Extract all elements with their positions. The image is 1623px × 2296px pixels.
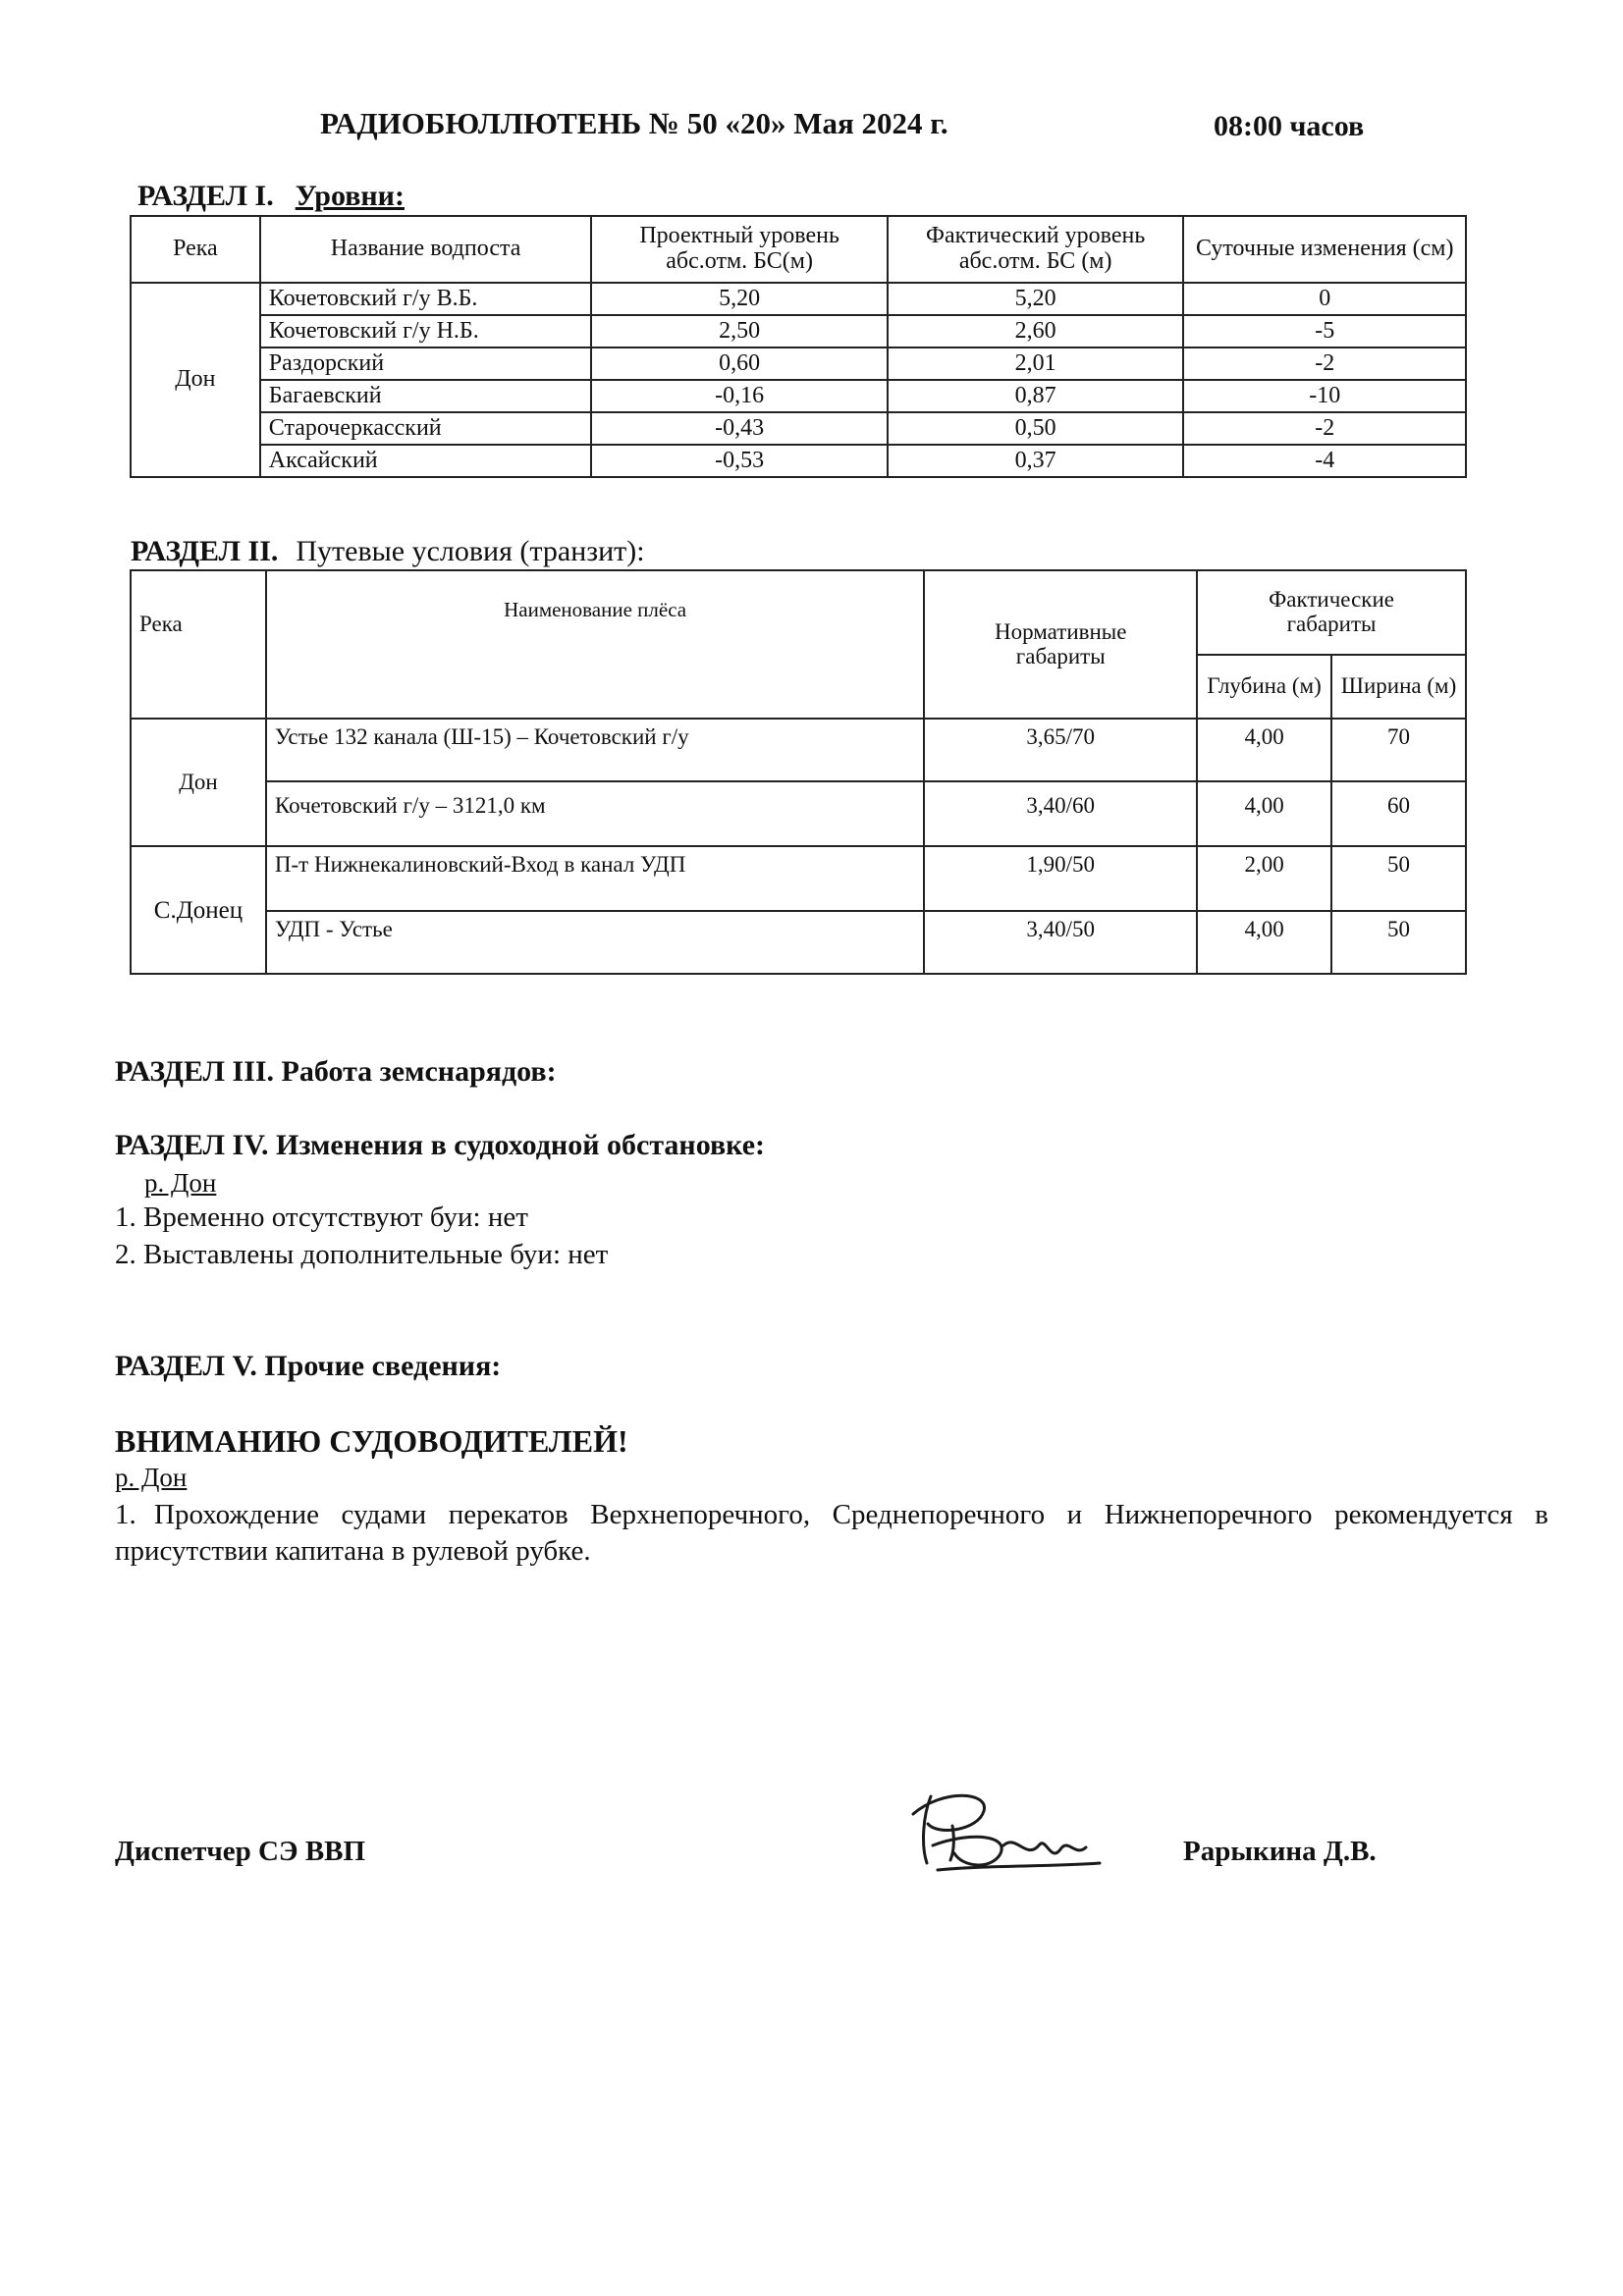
reach-cell: УДП - Устье: [266, 911, 924, 974]
actual-cell: 0,87: [888, 380, 1184, 412]
list-item: 1. Временно отсутствуют буи: нет: [115, 1201, 528, 1233]
attention-note: [115, 1497, 1548, 1570]
actual-cell: 0,37: [888, 445, 1184, 477]
section-2-title: Путевые условия (транзит):: [296, 535, 645, 567]
levels-col-river: Река: [131, 216, 260, 283]
norm-cell: 3,40/50: [924, 911, 1197, 974]
section-2-heading: [131, 535, 645, 568]
levels-table: [130, 215, 1467, 478]
bulletin-title: РАДИОБЮЛЛЮТЕНЬ № 50 «20» Мая 2024 г.: [320, 106, 948, 140]
section-3-heading: РАЗДЕЛ III. Работа земснарядов:: [115, 1055, 557, 1088]
table-row: [131, 846, 1466, 911]
design-cell: 5,20: [591, 283, 888, 315]
levels-col-post: Название водпоста: [260, 216, 592, 283]
transit-river-cell: Дон: [131, 719, 266, 846]
design-cell: -0,43: [591, 412, 888, 445]
design-cell: -0,53: [591, 445, 888, 477]
transit-header-row: [131, 570, 1466, 655]
signature-image: [893, 1777, 1114, 1885]
depth-cell: 4,00: [1197, 719, 1331, 781]
design-cell: -0,16: [591, 380, 888, 412]
reach-cell: Кочетовский г/у – 3121,0 км: [266, 781, 924, 846]
width-cell: 70: [1331, 719, 1466, 781]
change-cell: -2: [1183, 412, 1466, 445]
levels-river-cell: Дон: [131, 283, 260, 477]
dispatcher-position: Диспетчер СЭ ВВП: [115, 1836, 366, 1867]
section-1-heading: [137, 180, 405, 213]
transit-col-norm: Нормативные габариты: [924, 570, 1197, 719]
width-cell: 60: [1331, 781, 1466, 846]
table-row: [131, 380, 1466, 412]
section-1-label: РАЗДЕЛ I.: [137, 180, 274, 212]
norm-cell: 1,90/50: [924, 846, 1197, 911]
change-cell: -2: [1183, 347, 1466, 380]
post-cell: Кочетовский г/у Н.Б.: [260, 315, 592, 347]
change-cell: 0: [1183, 283, 1466, 315]
transit-col-depth: Глубина (м): [1197, 655, 1331, 719]
section-1-title: Уровни:: [295, 180, 405, 212]
table-row: [131, 445, 1466, 477]
change-cell: -10: [1183, 380, 1466, 412]
table-row: [131, 347, 1466, 380]
levels-col-actual: Фактический уровень абс.отм. БС (м): [888, 216, 1184, 283]
attention-river: р. Дон: [115, 1463, 188, 1492]
post-cell: Раздорский: [260, 347, 592, 380]
table-row: [131, 283, 1466, 315]
table-row: [131, 781, 1466, 846]
section-4-river: р. Дон: [144, 1168, 217, 1198]
depth-cell: 4,00: [1197, 911, 1331, 974]
change-cell: -5: [1183, 315, 1466, 347]
design-cell: 0,60: [591, 347, 888, 380]
post-cell: Багаевский: [260, 380, 592, 412]
dispatcher-name: Рарыкина Д.В.: [1183, 1836, 1377, 1867]
transit-col-width: Ширина (м): [1331, 655, 1466, 719]
attention-note-number: 1.: [115, 1499, 136, 1530]
section-5-heading: РАЗДЕЛ V. Прочие сведения:: [115, 1350, 502, 1382]
levels-header-row: [131, 216, 1466, 283]
transit-col-river: Река: [131, 570, 266, 719]
post-cell: Кочетовский г/у В.Б.: [260, 283, 592, 315]
width-cell: 50: [1331, 911, 1466, 974]
section-2-label: РАЗДЕЛ II.: [131, 535, 279, 567]
reach-cell: П-т Нижнекалиновский-Вход в канал УДП: [266, 846, 924, 911]
post-cell: Аксайский: [260, 445, 592, 477]
norm-cell: 3,40/60: [924, 781, 1197, 846]
reach-cell: Устье 132 канала (Ш-15) – Кочетовский г/у: [266, 719, 924, 781]
attention-note-text: Прохождение судами перекатов Верхнепоречного, Среднепоречного и Нижнепоречного рекомендуется в присутствии капитана в рулевой рубке.: [115, 1499, 1548, 1568]
list-item: 2. Выставлены дополнительные буи: нет: [115, 1239, 609, 1270]
actual-cell: 2,01: [888, 347, 1184, 380]
bulletin-time: 08:00 часов: [1214, 110, 1365, 142]
table-row: [131, 315, 1466, 347]
post-cell: Старочеркасский: [260, 412, 592, 445]
attention-heading: ВНИМАНИЮ СУДОВОДИТЕЛЕЙ!: [115, 1423, 628, 1459]
levels-col-change: Суточные изменения (см): [1183, 216, 1466, 283]
change-cell: -4: [1183, 445, 1466, 477]
transit-col-reach: Наименование плёса: [266, 570, 924, 719]
table-row: [131, 719, 1466, 781]
design-cell: 2,50: [591, 315, 888, 347]
transit-river-cell: С.Донец: [131, 846, 266, 974]
actual-cell: 0,50: [888, 412, 1184, 445]
depth-cell: 2,00: [1197, 846, 1331, 911]
transit-table: [130, 569, 1467, 975]
table-row: [131, 911, 1466, 974]
depth-cell: 4,00: [1197, 781, 1331, 846]
levels-col-design: Проектный уровень абс.отм. БС(м): [591, 216, 888, 283]
actual-cell: 5,20: [888, 283, 1184, 315]
table-row: [131, 412, 1466, 445]
norm-cell: 3,65/70: [924, 719, 1197, 781]
section-4-heading: РАЗДЕЛ IV. Изменения в судоходной обстановке:: [115, 1129, 766, 1161]
actual-cell: 2,60: [888, 315, 1184, 347]
width-cell: 50: [1331, 846, 1466, 911]
transit-col-actual: Фактические габариты: [1197, 570, 1466, 655]
